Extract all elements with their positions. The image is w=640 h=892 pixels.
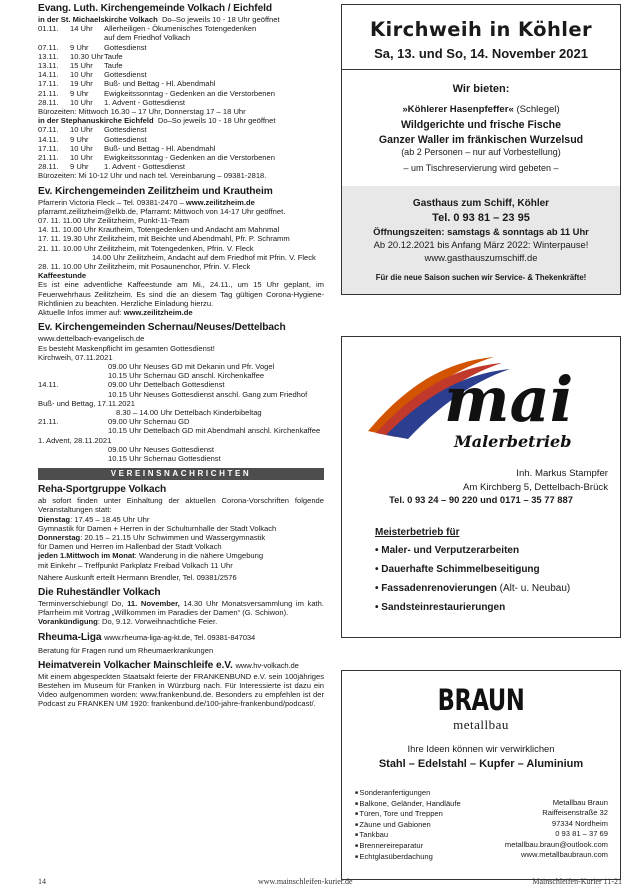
schedule-time: 9 Uhr bbox=[70, 134, 89, 144]
schedule-time: 10 Uhr bbox=[70, 70, 93, 80]
schedule-event: Gottesdienst bbox=[104, 42, 147, 52]
schedule-event: 1. Advent - Gottesdienst bbox=[104, 162, 186, 172]
contact-block bbox=[505, 798, 608, 860]
service-item: • Sandsteinrestaurierungen bbox=[375, 602, 506, 613]
bullet-icon: ■ bbox=[355, 853, 360, 860]
ad-malerbetrieb bbox=[341, 336, 621, 638]
schedule-date: 28.11. bbox=[38, 162, 59, 172]
reha-detail: mit Einkehr – Treffpunkt Parkplatz Freibad Volkach 11 Uhr bbox=[38, 560, 233, 570]
service-list-item bbox=[355, 830, 461, 841]
schedule-event: Gottesdienst bbox=[104, 70, 147, 80]
schedule-row: 17. 11. 19.30 Uhr Zeilitzheim, mit Beichte und Abendmahl, Pfr. P. Schramm bbox=[38, 234, 290, 244]
offer-item: Ganzer Waller im fränkischen Wurzelsud bbox=[378, 134, 584, 146]
schedule-row bbox=[38, 61, 324, 70]
page-number: 14 bbox=[38, 877, 46, 886]
schedule-date: 14.11. bbox=[38, 134, 59, 144]
heimatverein-text: Mit einem abgespeckten Staatsakt feierte der FRANKENBUND e.V. sein 100jähriges Bestehen im Museum für Franken in Würzburg nach. Für Interessierte ist dazu ein Video aufgenommen worden: www.frankenbund.de. Besonders zu empfehlen ist der Podcast zu FRANKEN UM 1920: frankenbund.de/100-jahre-frankenbund/podcast/. bbox=[38, 671, 324, 709]
schedule-stephanuskirche bbox=[38, 125, 324, 171]
vereinsnachrichten-banner: VEREINSNACHRICHTEN bbox=[38, 468, 324, 480]
schedule-date: 07.11. bbox=[38, 125, 59, 135]
service-list-label: Echtglasüberdachung bbox=[359, 851, 433, 861]
date-heading: Kirchweih, 07.11.2021 bbox=[38, 352, 113, 362]
schedule-time: 19 Uhr bbox=[70, 79, 93, 89]
office-hours: Bürozeiten: Mittwoch 16.30 – 17 Uhr, Donnerstag 17 – 18 Uhr bbox=[38, 107, 246, 117]
service-list bbox=[355, 788, 461, 862]
schedule-row: 8.30 – 14.00 Uhr Dettelbach Kinderbibeltag bbox=[116, 407, 262, 417]
announcement-label: Vorankündigung bbox=[38, 617, 98, 627]
schedule-date bbox=[38, 33, 70, 42]
schedule-row bbox=[38, 153, 324, 162]
schedule-row: 09.00 Uhr Neuses Gottesdienst bbox=[108, 444, 214, 454]
schedule-date: 07.11. bbox=[38, 42, 59, 52]
opening-hours: Öffnungszeiten: samstags & sonntags ab 11 Uhr bbox=[373, 226, 589, 237]
schedule-date: 28.11. bbox=[38, 97, 59, 107]
email-line: pfarramt.zeilitzheim@elkb.de, Pfarramt: Mittwoch von 14-17 Uhr geöffnet. bbox=[38, 206, 286, 216]
schedule-date: 17.11. bbox=[38, 79, 59, 89]
reha-detail: Gymnastik für Damen + Herren in der Schulturnhalle der Stadt Volkach bbox=[38, 523, 277, 533]
date-heading: 1. Advent, 28.11.2021 bbox=[38, 435, 112, 445]
schedule-row: 10.15 Uhr Schernau GD anschl. Kirchenkaffee bbox=[108, 371, 265, 381]
schedule-row bbox=[38, 162, 324, 171]
service-note: (Alt- u. Neubau) bbox=[496, 583, 571, 594]
schedule-row bbox=[38, 24, 324, 33]
schedule-row bbox=[38, 135, 324, 144]
bullet-icon: ■ bbox=[355, 832, 360, 839]
schedule-date: 21.11. bbox=[38, 417, 59, 427]
schedule-row: 09.00 Uhr Schernau GD bbox=[108, 417, 190, 427]
pastor-contact: Pfarrerin Victoria Fleck – Tel. 09381-2470 – bbox=[38, 197, 186, 207]
website-link[interactable]: www.dettelbach-evangelisch.de bbox=[38, 334, 145, 344]
contact-line: 0 93 81 – 37 69 bbox=[555, 829, 608, 839]
schedule-row: 09.00 Uhr Dettelbach Gottesdienst bbox=[108, 380, 225, 390]
reha-intro: ab sofort finden unter Einhaltung der aktuellen Corona-Vorschriften folgende Veranstaltungen statt: bbox=[38, 496, 324, 515]
schedule-row bbox=[38, 98, 324, 107]
info-label: Aktuelle Infos immer auf: bbox=[38, 308, 124, 318]
opening-note: Do–So jeweils 10 - 18 Uhr geöffnet bbox=[161, 15, 280, 24]
services-heading: Meisterbetrieb für bbox=[375, 527, 460, 538]
schedule-date: 13.11. bbox=[38, 61, 59, 71]
subheading-michaelskirche: in der St. Michaelskirche Volkach bbox=[38, 15, 158, 24]
contact-line: Raiffeisenstraße 32 bbox=[542, 808, 608, 818]
reservation-note: – um Tischreservierung wird gebeten – bbox=[403, 163, 559, 173]
contact-line[interactable]: www.metallbaubraun.com bbox=[521, 850, 608, 860]
job-notice: Für die neue Saison suchen wir Service- & Thekenkräfte! bbox=[375, 273, 587, 282]
schedule-event: Ewigkeitssonntag - Gedenken an die Verstorbenen bbox=[104, 88, 275, 98]
schedule-row: 28. 11. 10.00 Uhr Zeilitzheim, mit Posaunenchor, Pfrin. V. Fleck bbox=[38, 262, 251, 272]
schedule-time bbox=[70, 33, 104, 42]
schedule-time: 9 Uhr bbox=[70, 162, 89, 172]
offer-note: (ab 2 Personen – nur auf Vorbestellung) bbox=[401, 147, 561, 157]
website-link[interactable]: www.zeilitzheim.de bbox=[185, 197, 255, 207]
ad-info-panel bbox=[342, 186, 620, 294]
schedule-event: Taufe bbox=[104, 61, 123, 71]
website-link[interactable]: www.hv-volkach.de bbox=[235, 660, 299, 670]
schedule-time: 9 Uhr bbox=[70, 88, 89, 98]
date-heading: Buß- und Bettag, 17.11.2021 bbox=[38, 398, 135, 408]
section-title-schernau: Ev. Kirchengemeinden Schernau/Neuses/Dettelbach bbox=[38, 322, 286, 334]
service-list-label: Brennereireparatur bbox=[359, 841, 424, 851]
reha-detail: für Damen und Herren im Hallenbad der Stadt Volkach bbox=[38, 542, 222, 552]
schedule-row bbox=[38, 43, 324, 52]
left-column bbox=[38, 3, 324, 709]
section-title-ruhestaendler: Die Ruheständler Volkach bbox=[38, 586, 161, 598]
website-link[interactable]: www.zeilitzheim.de bbox=[123, 308, 193, 318]
time-text: : 17.45 – 18.45 Uhr Uhr bbox=[70, 514, 150, 524]
section-title-volkach-eichfeld: Evang. Luth. Kirchengemeinde Volkach / Eichfeld bbox=[38, 3, 272, 14]
schedule-date: 21.11. bbox=[38, 153, 59, 163]
kaffeestunde-heading: Kaffeestunde bbox=[38, 271, 87, 281]
schedule-event: Ewigkeitssonntag - Gedenken an die Verstorbenen bbox=[104, 153, 275, 163]
contact-line: Metallbau Braun bbox=[552, 798, 608, 807]
contact-line[interactable]: metallbau.braun@outlook.com bbox=[504, 839, 608, 849]
ad-braun-metallbau bbox=[341, 670, 621, 880]
service-list-item bbox=[355, 820, 461, 831]
schedule-row bbox=[38, 144, 324, 153]
bullet-icon: ■ bbox=[355, 800, 360, 807]
materials: Stahl – Edelstahl – Kupfer – Aluminium bbox=[378, 758, 584, 770]
schedule-event: 1. Advent - Gottesdienst bbox=[104, 97, 186, 107]
ruhe-date: 11. November, bbox=[127, 598, 180, 608]
schedule-time: 9 Uhr bbox=[70, 42, 89, 52]
schedule-time: 10 Uhr bbox=[70, 153, 93, 163]
mask-notice: Es besteht Maskenpflicht im gesamten Gottesdienst! bbox=[38, 343, 215, 353]
offer-item: Wildgerichte und frische Fische bbox=[400, 119, 562, 131]
schedule-row bbox=[38, 70, 324, 79]
section-title-zeilitzheim: Ev. Kirchengemeinden Zeilitzheim und Krautheim bbox=[38, 185, 273, 197]
offer-item: »Köhlerer Hasenpfeffer« bbox=[402, 104, 514, 115]
braun-logo-subtitle: metallbau bbox=[453, 717, 509, 732]
schedule-date: 14.11. bbox=[38, 380, 59, 390]
schedule-event: Gottesdienst bbox=[104, 134, 147, 144]
service-list-item bbox=[355, 788, 461, 799]
ad-date: Sa, 13. und So, 14. November 2021 bbox=[374, 46, 588, 61]
contact-line: 97334 Nordheim bbox=[551, 818, 608, 828]
schedule-time: 14 Uhr bbox=[70, 24, 93, 34]
owner-name: Inh. Markus Stampfer bbox=[516, 468, 608, 479]
schedule-date: 21.11. bbox=[38, 88, 59, 98]
schedule-event: Gottesdienst bbox=[104, 125, 147, 135]
section-title-rheuma: Rheuma-Liga bbox=[38, 631, 102, 643]
schedule-row: 21. 11. 10.00 Uhr Zeilitzheim, mit Totengedenken, Pfrin. V. Fleck bbox=[38, 243, 254, 253]
schedule-time: 10 Uhr bbox=[70, 97, 93, 107]
logo-subtitle: Malerbetrieb bbox=[454, 432, 572, 451]
schedule-row bbox=[38, 33, 324, 42]
service-list-label: Balkone, Geländer, Handläufe bbox=[359, 798, 461, 808]
mai-logo bbox=[342, 339, 622, 451]
schedule-date: 17.11. bbox=[38, 143, 59, 153]
schedule-row: 09.00 Uhr Neuses GD mit Dekanin und Pfr. Vogel bbox=[108, 361, 275, 371]
footer-url[interactable]: www.mainschleifen-kurier.de bbox=[258, 877, 353, 886]
schedule-date: 13.11. bbox=[38, 51, 59, 61]
business-phone: Tel. 0 93 24 – 90 220 und 0171 – 35 77 887 bbox=[389, 494, 573, 505]
service-item: • Fassadenrenovierungen bbox=[375, 583, 497, 594]
service-list-item bbox=[355, 799, 461, 810]
schedule-event: Allerheiligen - Ökumenisches Totengedenken bbox=[104, 24, 257, 34]
schedule-event: auf dem Friedhof Volkach bbox=[104, 33, 191, 43]
service-list-label: Sonderanfertigungen bbox=[359, 788, 431, 798]
time-text: : Wanderung in die nähere Umgebung bbox=[134, 551, 264, 561]
schedule-date: 01.11. bbox=[38, 24, 59, 34]
weekday-label: Dienstag bbox=[38, 514, 71, 524]
issue-label: Mainschleifen-Kurier 11-21 bbox=[532, 877, 622, 886]
time-text: : 20.15 – 21.15 Uhr Schwimmen und Wassergymnastik bbox=[80, 532, 266, 542]
schedule-michaelskirche bbox=[38, 24, 324, 107]
schedule-event: Taufe bbox=[104, 51, 123, 61]
restaurant-phone: Tel. 0 93 81 – 23 95 bbox=[432, 212, 530, 224]
schedule-row bbox=[38, 52, 324, 61]
rheuma-contact: www.rheuma-liga-ag-kt.de, Tel. 09381-847034 bbox=[104, 632, 256, 642]
schedule-row bbox=[38, 125, 324, 134]
schedule-time: 10 Uhr bbox=[70, 125, 93, 135]
schedule-event: Buß- und Bettag - Hl. Abendmahl bbox=[104, 143, 216, 153]
schedule-time: 15 Uhr bbox=[70, 61, 93, 71]
tagline: Ihre Ideen können wir verwirklichen bbox=[407, 743, 555, 754]
ruhe-text: 14.30 Uhr Monatsversammlung im kath. Pfarrheim mit Vortrag „Willkommen im Paradies der Damen“ (G. Schiwon). bbox=[38, 598, 325, 618]
schedule-row: 07. 11. 11.00 Uhr Zeilitzheim, Punkt-11-Team bbox=[38, 216, 190, 226]
rheuma-text: Beratung für Fragen rund um Rheumaerkrankungen bbox=[38, 645, 214, 655]
service-list-item bbox=[355, 852, 461, 863]
service-list-label: Tankbau bbox=[359, 830, 389, 840]
schedule-time: 10.30 Uhr bbox=[70, 51, 104, 61]
subheading-stephanuskirche: in der Stephanuskirche Eichfeld bbox=[38, 116, 154, 126]
weekday-label: jeden 1.Mittwoch im Monat bbox=[38, 551, 135, 561]
braun-logo: BRAUN bbox=[437, 683, 525, 717]
divider bbox=[342, 69, 620, 70]
schedule-event: Buß- und Bettag - Hl. Abendmahl bbox=[104, 79, 216, 89]
schedule-row: 14.00 Uhr Zeilitzheim, Andacht auf dem Friedhof mit Pfrin. V. Fleck bbox=[92, 252, 316, 262]
offer-note: (Schlegel) bbox=[513, 104, 560, 115]
announcement-text: : Do, 9.12. Vorweihnachtliche Feier. bbox=[97, 617, 218, 627]
bullet-icon: ■ bbox=[355, 821, 360, 828]
logo-wordmark: mai bbox=[444, 363, 574, 436]
service-list-label: Zäune und Gabionen bbox=[359, 820, 431, 830]
kaffeestunde-text: Es ist eine adventliche Kaffeestunde am Mi., 24.11., um 15 Uhr geplant, im Feuerwehrhaus Zeilitzheim. Es sind die an diesem Tag gültigen Corona-Hygiene-Richtlinien zu beachten. Herzliche Einladung hierzu. bbox=[38, 280, 324, 308]
business-address: Am Kirchberg 5, Dettelbach-Brück bbox=[462, 482, 608, 493]
weekday-label: Donnerstag bbox=[38, 532, 81, 542]
bullet-icon: ■ bbox=[355, 811, 360, 818]
service-item: • Maler- und Verputzerarbeiten bbox=[375, 545, 520, 556]
schedule-date: 14.11. bbox=[38, 70, 59, 80]
schedule-row: 10.15 Uhr Dettelbach GD mit Abendmahl anschl. Kirchenkaffee bbox=[108, 426, 321, 436]
section-title-reha: Reha-Sportgruppe Volkach bbox=[38, 484, 167, 496]
schedule-row: 14. 11. 10.00 Uhr Krautheim, Totengedenken und Andacht am Mahnmal bbox=[38, 225, 280, 235]
service-item: • Dauerhafte Schimmelbeseitigung bbox=[375, 564, 540, 575]
winter-break: Ab 20.12.2021 bis Anfang März 2022: Winterpause! bbox=[373, 239, 589, 250]
section-title-heimatverein: Heimatverein Volkacher Mainschleife e.V. bbox=[38, 659, 233, 671]
offer-heading: Wir bieten: bbox=[452, 83, 510, 95]
schedule-row bbox=[38, 89, 324, 98]
ad-title: Kirchweih in Köhler bbox=[370, 18, 592, 41]
service-list-item bbox=[355, 841, 461, 852]
service-list-item bbox=[355, 809, 461, 820]
ad-kirchweih bbox=[341, 4, 621, 295]
schedule-row bbox=[38, 79, 324, 88]
bullet-icon: ■ bbox=[355, 843, 360, 850]
service-list-label: Türen, Tore und Treppen bbox=[359, 809, 443, 819]
opening-note: Do–So jeweils 10 - 18 Uhr geöffnet bbox=[157, 116, 276, 126]
schedule-time: 10 Uhr bbox=[70, 143, 93, 153]
bullet-icon: ■ bbox=[355, 790, 360, 796]
ruhe-text: Terminverschiebung! Do, bbox=[38, 598, 128, 608]
reha-contact: Nähere Auskunft erteilt Hermann Brendler, Tel. 09381/2576 bbox=[38, 572, 237, 582]
schedule-row: 10.15 Uhr Schernau Gottesdienst bbox=[108, 453, 221, 463]
office-hours: Bürozeiten: Mi 10-12 Uhr und nach tel. Vereinbarung – 09381-2818. bbox=[38, 171, 267, 181]
schedule-row: 10.15 Uhr Neuses Gottesdienst anschl. Gang zum Friedhof bbox=[108, 389, 308, 399]
restaurant-name: Gasthaus zum Schiff, Köhler bbox=[412, 198, 550, 209]
restaurant-website[interactable]: www.gasthauszumschiff.de bbox=[424, 252, 538, 263]
